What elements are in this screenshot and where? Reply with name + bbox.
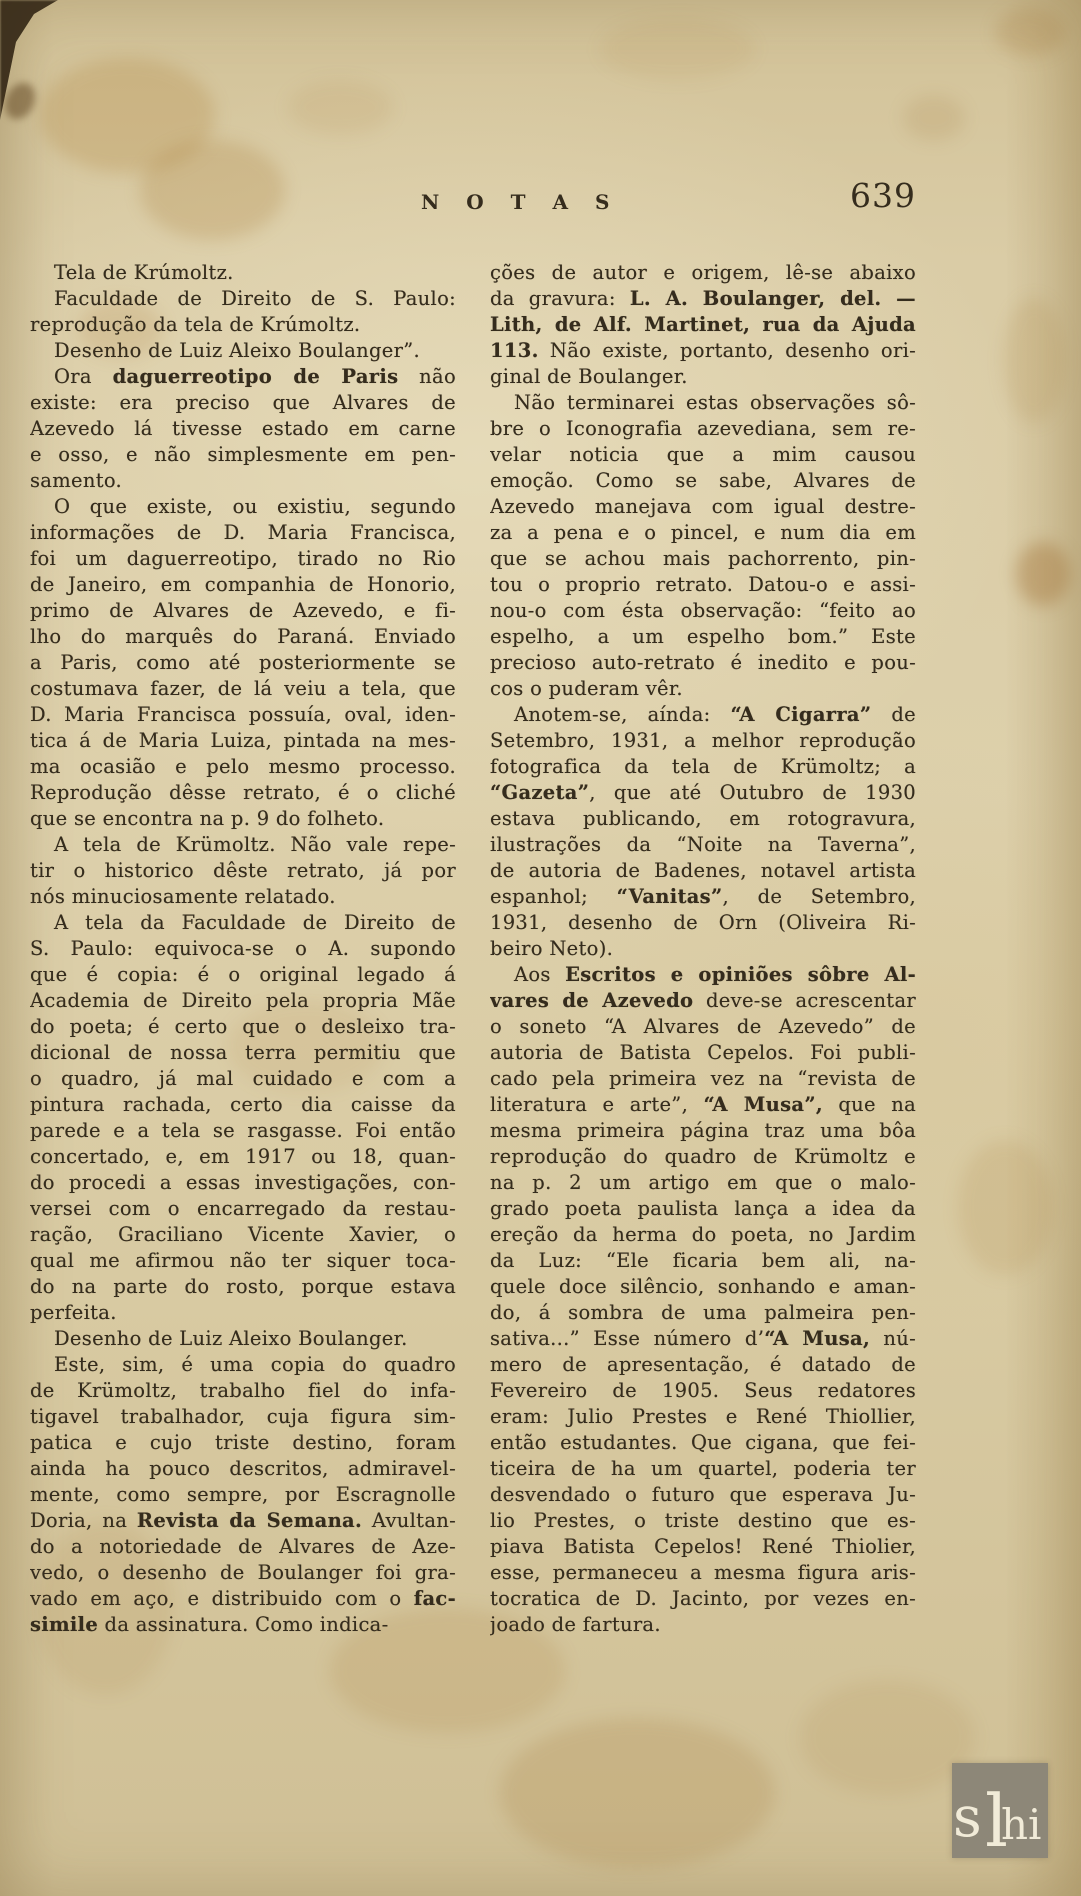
text-line: mente, como sempre, por Escragnolle [30,1483,456,1506]
text-line: Desenho de Luiz Aleixo Boulanger”. [54,339,421,362]
text-line: autoria de Batista Cepelos. Foi publi- [490,1041,916,1064]
paragraph [30,286,456,338]
text-line: versei com o encarregado da restau- [30,1197,456,1220]
paper-stain [600,18,755,80]
watermark-letter-i: i [1028,1800,1042,1849]
text-line: emoção. Como se sabe, Alvares de [490,469,916,492]
text-line: literatura e arte”, “A Musa”, que na [490,1093,916,1116]
text-line: desvendado o futuro que esperava Ju- [490,1483,916,1506]
text-line: lio Prestes, o triste destino que es- [490,1509,916,1532]
paragraph [30,1352,456,1638]
text-line: ilustrações da “Noite na Taverna”, [490,833,916,856]
watermark-letter-s: s [953,1785,982,1850]
text-line: ereção da herma do poeta, no Jardim [490,1223,916,1246]
paragraph [30,910,456,1326]
running-head-title: N O T A S [421,190,620,214]
text-line: na p. 2 um artigo em que o malo- [490,1171,916,1194]
text-line: joado de fartura. [490,1613,661,1636]
text-line: precioso auto-retrato é inedito e pou- [490,651,916,674]
text-line: fotografica da tela de Krümoltz; a [490,755,916,778]
text-line: tou o proprio retrato. Datou-o e assi- [490,573,916,596]
paragraph [30,260,456,286]
text-line: 1931, desenho de Orn (Oliveira Ri- [490,911,916,934]
paper-stain [40,58,215,173]
text-line: estava publicando, em rotogravura, [490,807,916,830]
text-line: “Gazeta”, que até Outubro de 1930 [490,781,916,804]
text-line: simile da assinatura. Como indica- [30,1613,389,1636]
text-column-left [30,260,456,1638]
paper-stain [288,80,393,135]
text-line: S. Paulo: equivoca-se o A. supondo [30,937,456,960]
text-line: costumava fazer, de lá veiu a tela, que [30,677,456,700]
page-number: 639 [850,176,916,215]
text-line: nou-o com ésta observação: “feito ao [490,599,916,622]
text-line: da gravura: L. A. Boulanger, del. — [490,287,916,310]
text-line: Azevedo manejava com igual destre- [490,495,916,518]
text-line: qual me afirmou não ter siquer toca- [30,1249,456,1272]
text-line: dicional de nossa terra permitiu que [30,1041,456,1064]
text-line: que se encontra na p. 9 do folheto. [30,807,385,830]
watermark-letter-l: l [985,1779,1009,1863]
text-line: Reprodução dêsse retrato, é o cliché [30,781,456,804]
text-line: da Luz: “Ele ficaria bem ali, na- [490,1249,916,1272]
text-line: Doria, na Revista da Semana. Avultan- [30,1509,456,1532]
text-line: tica á de Maria Luiza, pintada na mes- [30,729,456,752]
text-line: do a notoriedade de Alvares de Aze- [30,1535,456,1558]
text-line: O que existe, ou existiu, segundo [54,495,456,518]
text-line: que é copia: é o original legado á [30,963,456,986]
paragraph [30,1326,456,1352]
text-line: samento. [30,469,123,492]
text-line: cado pela primeira vez na “revista de [490,1067,916,1090]
text-line: Lith, de Alf. Martinet, rua da Ajuda [490,313,916,336]
text-line: espelho, a um espelho bom.” Este [490,625,916,648]
paragraph [490,962,916,1638]
paragraph [30,832,456,910]
text-line: D. Maria Francisca possuía, oval, iden- [30,703,456,726]
text-line: Setembro, 1931, a melhor reprodução [490,729,916,752]
text-line: a Paris, como até posteriormente se [30,651,456,674]
text-line: que se achou mais pachorrento, pin- [490,547,916,570]
text-line: foi um daguerreotipo, tirado no Rio [30,547,456,570]
text-line: pintura rachada, certo dia caisse da [30,1093,456,1116]
text-line: reprodução do quadro de Krümoltz e [490,1145,916,1168]
text-line: beiro Neto). [490,937,614,960]
text-line: do na parte do rosto, porque estava [30,1275,456,1298]
text-line: tigavel trabalhador, cuja figura sim- [30,1405,456,1428]
text-line: tir o historico dêste retrato, já por [30,859,456,882]
text-line: perfeita. [30,1301,117,1324]
text-line: lho do marquês do Paraná. Enviado [30,625,456,648]
text-line: Faculdade de Direito de S. Paulo: [54,287,456,310]
text-line: Fevereiro de 1905. Seus redatores [490,1379,916,1402]
text-line: quele doce silêncio, sonhando e aman- [490,1275,916,1298]
text-line: bre o Iconografia azevediana, sem re- [490,417,916,440]
text-line: mesma primeira página traz uma bôa [490,1119,916,1142]
text-line: primo de Alvares de Azevedo, e fi- [30,599,456,622]
text-line: reprodução da tela de Krúmoltz. [30,313,361,336]
text-line: e osso, e não simplesmente em pen- [30,443,456,466]
text-line: piava Batista Cepelos! René Thiolier, [490,1535,916,1558]
text-line: sativa...” Esse número d’“A Musa, nú- [490,1327,916,1350]
text-line: existe: era preciso que Alvares de [30,391,456,414]
text-column-right [490,260,916,1638]
text-line: Este, sim, é uma copia do quadro [54,1353,456,1376]
text-line: ainda ha pouco descritos, admiravel- [30,1457,456,1480]
paragraph [490,390,916,702]
text-line: informações de D. Maria Francisca, [30,521,456,544]
text-line: ções de autor e origem, lê-se abaixo [490,261,916,284]
text-line: do poeta; é certo que o desleixo tra- [30,1015,456,1038]
text-line: esse, permaneceu a mesma figura aris- [490,1561,916,1584]
text-line: do, á sombra de uma palmeira pen- [490,1301,916,1324]
paper-stain [958,1140,1053,1275]
paper-stain [500,1718,775,1868]
text-line: A tela de Krümoltz. Não vale repe- [54,833,456,856]
text-line: velar noticia que a mim causou [490,443,916,466]
text-line: Não terminarei estas observações sô- [514,391,916,414]
text-line: ração, Graciliano Vicente Xavier, o [30,1223,456,1246]
text-line: cos o puderam vêr. [490,677,683,700]
paper-stain [995,8,1065,56]
paragraph [30,338,456,364]
paragraph [490,702,916,962]
text-line: Desenho de Luiz Aleixo Boulanger. [54,1327,408,1350]
text-line: za a pena e o pincel, e num dia em [490,521,916,544]
text-line: o quadro, já mal cuidado e com a [30,1067,456,1090]
paper-stain [140,140,285,240]
text-line: de Janeiro, em companhia de Honorio, [30,573,456,596]
text-line: ma ocasião e pelo mesmo processo. [30,755,456,778]
text-line: eram: Julio Prestes e René Thiollier, [490,1405,916,1428]
paper-stain [800,1680,975,1795]
text-line: grado poeta paulista lança a idea da [490,1197,916,1220]
text-line: de Krümoltz, trabalho fiel do infa- [30,1379,456,1402]
text-line: tocratica de D. Jacinto, por vezes en- [490,1587,916,1610]
paper-stain [1003,298,1065,423]
text-line: vado em aço, e distribuido com o fac- [30,1587,456,1610]
watermark-letter-h: h [1001,1800,1029,1849]
text-line: concertado, e, em 1917 ou 18, quan- [30,1145,456,1168]
text-line: de autoria de Badenes, notavel artista [490,859,916,882]
text-line: o soneto “A Alvares de Azevedo” de [490,1015,916,1038]
slhi-watermark [952,1763,1048,1863]
text-line: Aos Escritos e opiniões sôbre Al- [514,963,916,986]
paragraph [490,260,916,390]
text-line: nós minuciosamente relatado. [30,885,336,908]
paragraph [30,364,456,494]
text-line: então estudantes. Que cigana, que fei- [490,1431,916,1454]
text-line: Ora daguerreotipo de Paris não [54,365,456,388]
text-line: do procedi a essas investigações, con- [30,1171,456,1194]
text-line: vares de Azevedo deve-se acrescentar [490,989,916,1012]
text-line: patica e cujo triste destino, foram [30,1431,456,1454]
text-line: Azevedo lá tivesse estado em carne [30,417,456,440]
paragraph [30,494,456,832]
text-line: Academia de Direito pela propria Mãe [30,989,456,1012]
text-line: vedo, o desenho de Boulanger foi gra- [30,1561,456,1584]
text-line: Tela de Krúmoltz. [54,261,234,284]
text-line: espanhol; “Vanitas”, de Setembro, [490,885,916,908]
text-line: mero de apresentação, é datado de [490,1353,916,1376]
paper-stain [903,95,965,141]
text-line: Anotem-se, aínda: “A Cigarra” de [514,703,916,726]
text-line: ticeira de ha um quartel, poderia ter [490,1457,916,1480]
text-line: A tela da Faculdade de Direito de [54,911,456,934]
text-line: 113. Não existe, portanto, desenho ori- [490,339,916,362]
text-line: ginal de Boulanger. [490,365,688,388]
paper-stain [1016,542,1070,606]
text-line: parede e a tela se rasgasse. Foi então [30,1119,456,1142]
